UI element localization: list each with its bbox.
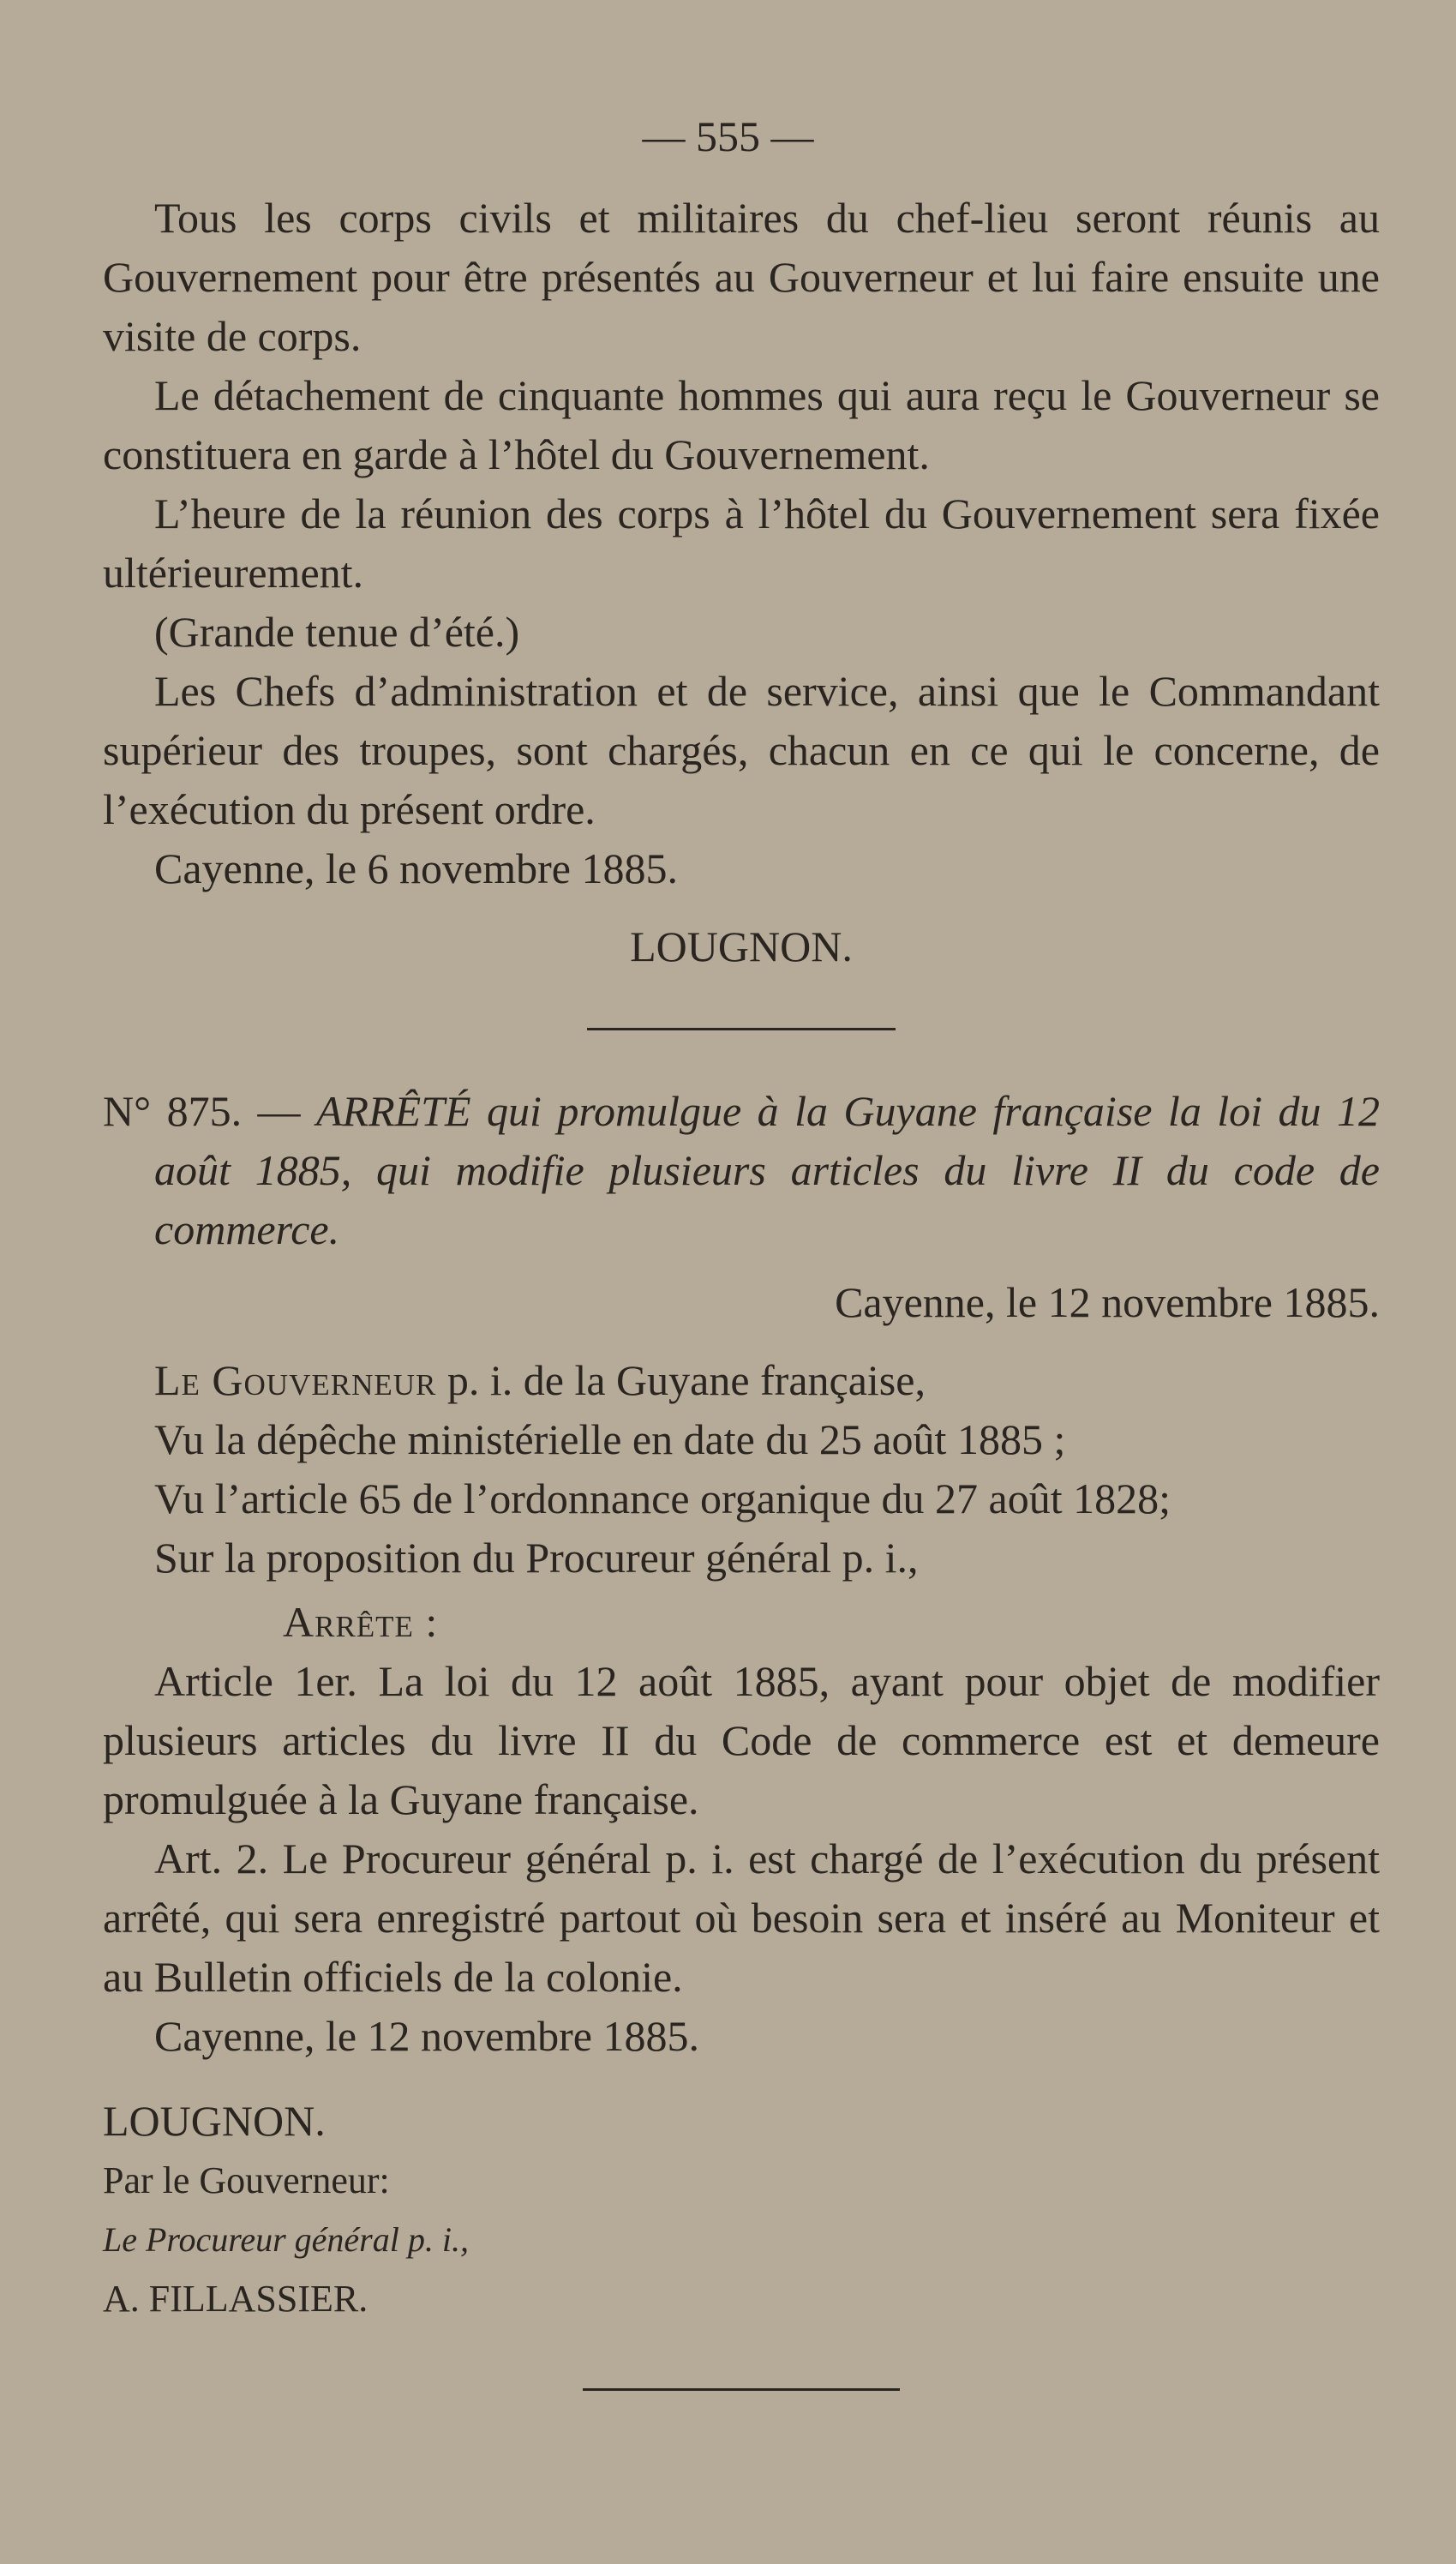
vu-article: Vu l’article 65 de l’ordonnance organique du 27 août 1828; — [154, 1474, 1171, 1522]
governor-line — [103, 1351, 1380, 1410]
governor-title: Le Gouverneur — [154, 1356, 437, 1404]
page-number: — 555 — — [642, 112, 814, 160]
arrete-heading — [103, 1082, 1380, 1259]
governor-rest: p. i. de la Guyane française, — [446, 1356, 926, 1404]
arrete-label: Arrête : — [283, 1598, 439, 1646]
arrete-dateline: Cayenne, le 12 novembre 1885. — [835, 1278, 1380, 1326]
paragraph-heure-reunion: L’heure de la réunion des corps à l’hôtel du Gouvernement sera fixée ultérieurement. — [103, 489, 1380, 597]
signature-lougnon-2: LOUGNON. — [103, 2097, 326, 2145]
section-divider — [587, 1028, 896, 1030]
page-body — [103, 189, 1380, 2391]
date-line-1: Cayenne, le 6 novembre 1885. — [154, 844, 678, 892]
arrete-title: ARRÊTÉ qui promulgue à la Guyane française la loi du 12 août 1885, qui modifie plusieurs articles du livre II du code de commerce. — [154, 1087, 1381, 1253]
procureur-general: Le Procureur général p. i., — [103, 2220, 469, 2259]
paragraph-detachement: Le détachement de cinquante hommes qui aura reçu le Gouverneur se constituera en garde à l’hôtel du Gouvernement. — [103, 371, 1380, 478]
signature-lougnon-1: LOUGNON. — [630, 922, 853, 970]
par-le-gouverneur: Par le Gouverneur: — [103, 2159, 390, 2201]
signature-fillassier: A. FILLASSIER. — [103, 2278, 368, 2320]
arrete-number: N° 875. — — [103, 1087, 301, 1135]
bottom-divider — [583, 2388, 900, 2391]
article-2: Art. 2. Le Procureur général p. i. est chargé de l’exécution du présent arrêté, qui sera enregistré partout où besoin sera et inséré au Moniteur et au Bulletin officiels de la colonie. — [103, 1834, 1380, 2001]
article-1: Article 1er. La loi du 12 août 1885, ayant pour objet de modifier plusieurs articles du livre II du Code de commerce est et demeure promulguée à la Guyane française. — [103, 1657, 1380, 1823]
paragraph-chefs-administration: Les Chefs d’administration et de service, ainsi que le Commandant supérieur des troupes, sont chargés, chacun en ce qui le concerne, de l’exécution du présent ordre. — [103, 667, 1380, 833]
sur-proposition: Sur la proposition du Procureur général p. i., — [154, 1534, 919, 1582]
date-line-2: Cayenne, le 12 novembre 1885. — [154, 2012, 699, 2060]
paragraph-corps-civils: Tous les corps civils et militaires du chef-lieu seront réunis au Gouvernement pour être présentés au Gouverneur et lui faire ensuite une visite de corps. — [103, 194, 1380, 360]
vu-depeche: Vu la dépêche ministérielle en date du 25 août 1885 ; — [154, 1415, 1066, 1463]
signature-block — [103, 2092, 1380, 2328]
paragraph-grande-tenue: (Grande tenue d’été.) — [154, 608, 520, 656]
